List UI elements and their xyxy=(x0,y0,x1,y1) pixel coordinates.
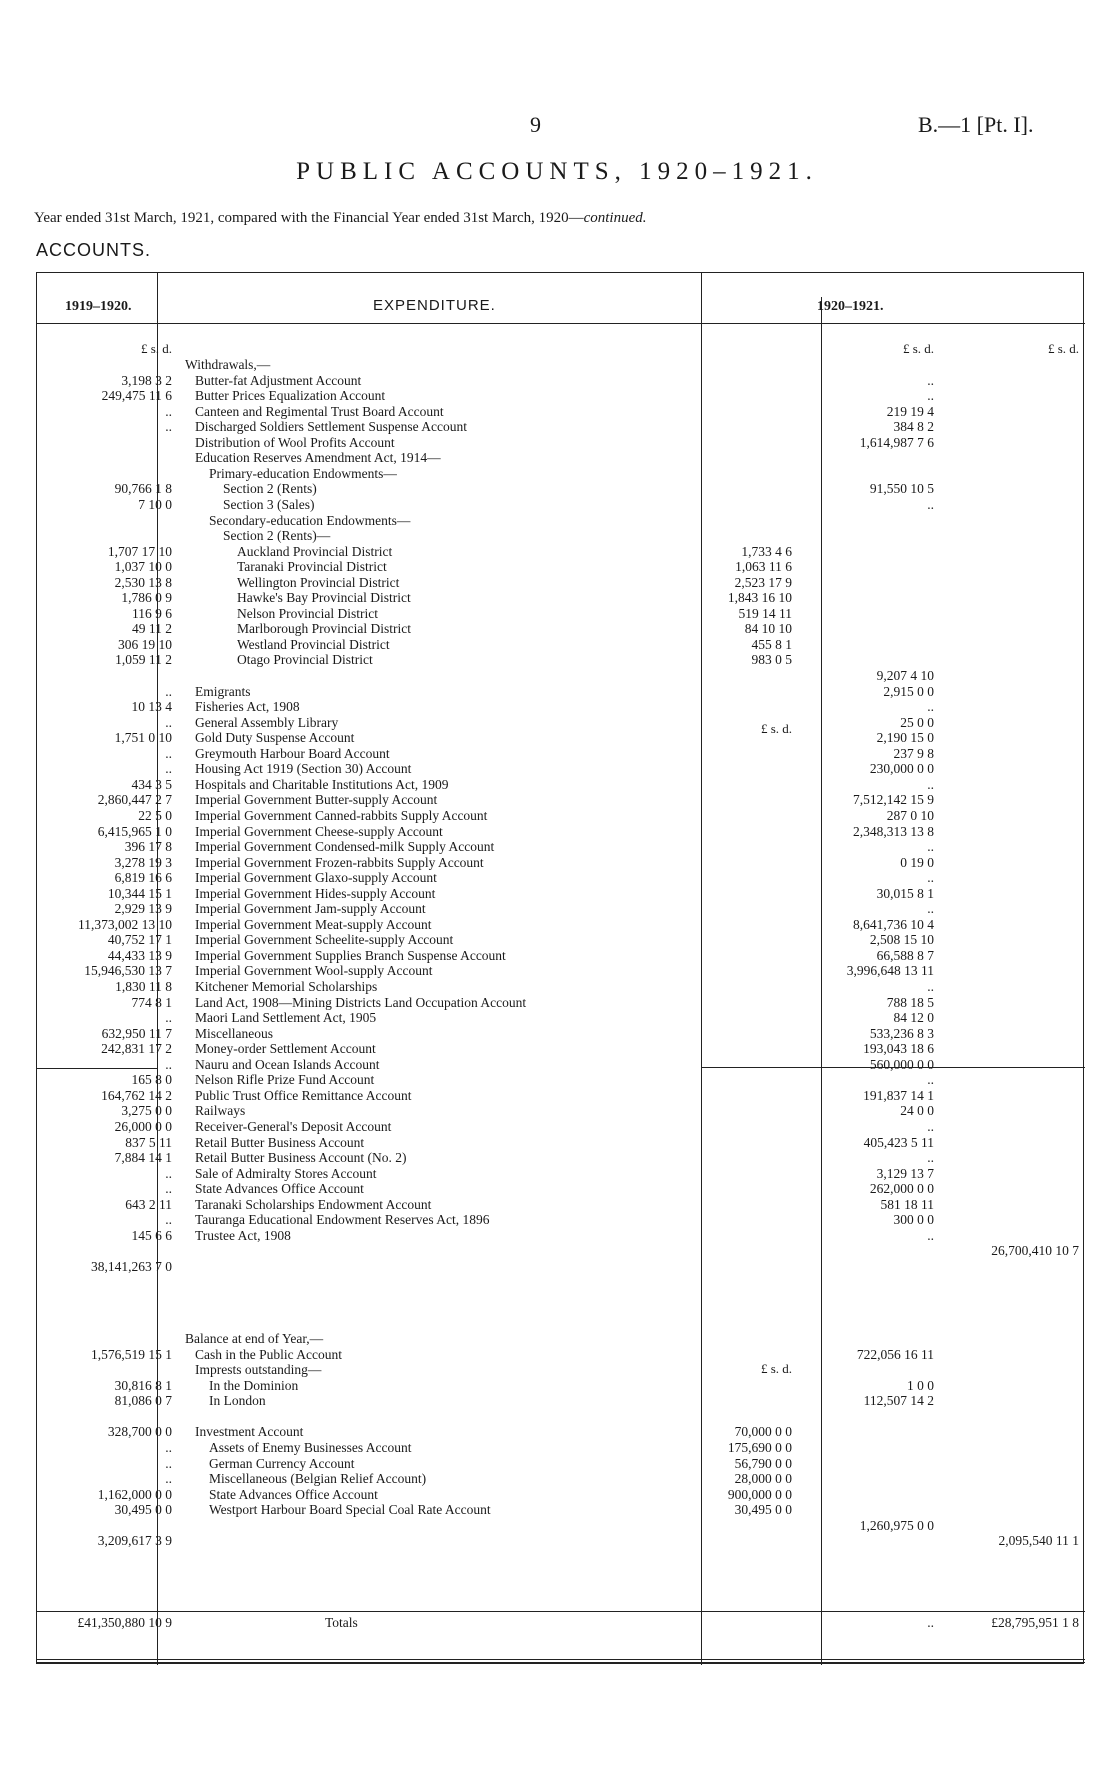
table-row xyxy=(37,963,1085,979)
unit-row xyxy=(37,341,1085,357)
col-1919-value: 434 3 5 xyxy=(131,776,172,792)
row-label: Investment Account xyxy=(195,1424,304,1440)
row-label: Receiver-General's Deposit Account xyxy=(195,1118,392,1134)
row-label: Canteen and Regimental Trust Board Account xyxy=(195,403,444,419)
col-1920-value: 8,641,736 10 4 xyxy=(853,916,934,932)
col-1919-value: 1,162,000 0 0 xyxy=(97,1486,172,1502)
col-1919-value: 1,059 11 2 xyxy=(115,652,172,668)
row-label: Railways xyxy=(195,1103,246,1119)
table-row xyxy=(37,388,1085,404)
table-row xyxy=(37,1487,1085,1503)
rule-header-bottom xyxy=(37,323,1085,324)
col-1919-value: 10 13 4 xyxy=(131,699,172,715)
col-1920-value: .. xyxy=(927,870,934,886)
table-row xyxy=(37,373,1085,389)
row-label: Trustee Act, 1908 xyxy=(195,1227,291,1243)
table-row xyxy=(37,1057,1085,1073)
col-1919-value: .. xyxy=(165,714,172,730)
table-row xyxy=(37,1331,1085,1347)
col-1920-value: 237 9 8 xyxy=(893,745,934,761)
col-1920-value: 300 0 0 xyxy=(893,1212,934,1228)
col-1919-value: .. xyxy=(165,1439,172,1455)
unit-label-1919: £ s. d. xyxy=(140,341,172,356)
section-heading: ACCOUNTS. xyxy=(36,240,152,260)
row-label: Westland Provincial District xyxy=(237,636,390,652)
col-inner-value: 84 10 10 xyxy=(744,621,792,637)
table-row xyxy=(37,1072,1085,1088)
col-1919-value: 90,766 1 8 xyxy=(114,481,172,497)
col-1920-value: 230,000 0 0 xyxy=(869,761,934,777)
row-label: Totals xyxy=(325,1615,358,1630)
row-label: Section 2 (Rents)— xyxy=(223,528,331,544)
col-1920-value: 219 19 4 xyxy=(886,403,934,419)
col-inner-value: 519 14 11 xyxy=(738,605,792,621)
row-label: Imperial Government Canned-rabbits Supply Account xyxy=(195,807,488,823)
col-1919-value: 643 2 11 xyxy=(125,1196,172,1212)
table-row xyxy=(37,1119,1085,1135)
table-row xyxy=(37,824,1085,840)
col-1920-value: 1,260,975 0 0 xyxy=(859,1517,934,1533)
col-1919-value: 1,830 11 8 xyxy=(115,979,172,994)
row-label: Miscellaneous xyxy=(195,1025,273,1041)
row-label: Kitchener Memorial Scholarships xyxy=(195,979,378,994)
col-1920-value: 581 18 11 xyxy=(880,1196,934,1212)
row-label: Emigrants xyxy=(195,683,251,699)
col-1919-value: 1,037 10 0 xyxy=(114,559,172,575)
table-row xyxy=(37,808,1085,824)
row-label: Imperial Government Cheese-supply Account xyxy=(195,823,443,839)
col-1919-value: 306 19 10 xyxy=(118,636,172,652)
col-1919-value: 165 8 0 xyxy=(131,1072,172,1088)
col-1920-value: .. xyxy=(927,699,934,715)
col-1919-value: 30,495 0 0 xyxy=(114,1502,172,1518)
table-row xyxy=(37,901,1085,917)
col-1920-value: 91,550 10 5 xyxy=(869,481,934,497)
row-label: Section 3 (Sales) xyxy=(223,496,315,512)
table-row xyxy=(37,1518,1085,1534)
table-row xyxy=(37,715,1085,731)
row-label: Taranaki Provincial District xyxy=(237,559,387,575)
col-inner-value: 70,000 0 0 xyxy=(734,1424,792,1440)
col-1920-value: 66,588 8 7 xyxy=(876,947,934,963)
table-row xyxy=(37,1378,1085,1394)
col-inner-value: 983 0 5 xyxy=(751,652,792,668)
col-1920-value: 0 19 0 xyxy=(900,854,934,870)
row-label: Miscellaneous (Belgian Relief Account) xyxy=(209,1471,427,1487)
col-1919-value: 1,707 17 10 xyxy=(107,543,172,559)
table-row xyxy=(37,528,1085,544)
table-row xyxy=(37,855,1085,871)
col-1920-value: 7,512,142 15 9 xyxy=(853,792,934,808)
header-1920-1921: 1920–1921. xyxy=(817,299,884,314)
row-label: Imprests outstanding— xyxy=(195,1362,322,1378)
col-1919-value: .. xyxy=(165,1471,172,1487)
unit-label-inner-2: £ s. d. xyxy=(760,1361,792,1376)
table-row xyxy=(37,544,1085,560)
table-row xyxy=(37,1212,1085,1228)
col-1920-value: 2,508 15 10 xyxy=(869,932,934,948)
col-1919-value: .. xyxy=(165,761,172,777)
row-label: Money-order Settlement Account xyxy=(195,1041,376,1057)
table-row xyxy=(37,1424,1085,1440)
col-1919-value: 242,831 17 2 xyxy=(101,1041,172,1057)
col-1919-value: £41,350,880 10 9 xyxy=(77,1615,172,1630)
col-1919-value: 49 11 2 xyxy=(132,621,172,637)
col-1920-value: 2,348,313 13 8 xyxy=(853,823,934,839)
unit-label-1920-b: £ s. d. xyxy=(1047,341,1079,356)
col-1920-value: 191,837 14 1 xyxy=(863,1087,934,1103)
col-1919-value: 3,275 0 0 xyxy=(121,1103,172,1119)
table-row xyxy=(37,513,1085,529)
table-row xyxy=(37,1181,1085,1197)
row-label: Cash in the Public Account xyxy=(195,1346,342,1362)
col-1919-value: 10,344 15 1 xyxy=(107,885,172,901)
rule-totals-double xyxy=(37,1662,1085,1663)
row-label: Marlborough Provincial District xyxy=(237,621,411,637)
table-row xyxy=(37,1243,1085,1259)
col-inner-value: 56,790 0 0 xyxy=(734,1455,792,1471)
col-1919-value: 11,373,002 13 10 xyxy=(78,916,172,932)
row-label: Imperial Government Glaxo-supply Account xyxy=(195,870,437,886)
table-row xyxy=(37,1010,1085,1026)
col-1919-value: 7,884 14 1 xyxy=(114,1150,172,1166)
row-label: State Advances Office Account xyxy=(209,1486,378,1502)
table-row xyxy=(37,559,1085,575)
table-row xyxy=(37,450,1085,466)
col-1920-value: 9,207 4 10 xyxy=(876,668,934,683)
table-row xyxy=(37,1166,1085,1182)
row-label: Balance at end of Year,— xyxy=(185,1331,324,1347)
table-row xyxy=(37,1471,1085,1487)
subtitle-continued: continued. xyxy=(583,210,647,226)
col-1919-value: 2,929 13 9 xyxy=(114,901,172,917)
col-1920-value: 25 0 0 xyxy=(900,714,934,730)
table-row xyxy=(37,792,1085,808)
table-row xyxy=(37,652,1085,668)
row-label: Distribution of Wool Profits Account xyxy=(195,434,395,450)
table-row xyxy=(37,1533,1085,1549)
header-expenditure: EXPENDITURE. xyxy=(373,297,496,314)
row-label: Fisheries Act, 1908 xyxy=(195,699,300,715)
table-row xyxy=(37,995,1085,1011)
col-1920-value: 3,129 13 7 xyxy=(876,1165,934,1181)
document-reference: B.—1 [Pt. I]. xyxy=(918,112,1034,137)
col-1920-value: 2,190 15 0 xyxy=(876,730,934,746)
table-row xyxy=(37,435,1085,451)
col-1919-value: 145 6 6 xyxy=(131,1227,172,1243)
row-label: Assets of Enemy Businesses Account xyxy=(209,1439,412,1455)
row-label: Butter-fat Adjustment Account xyxy=(195,372,362,388)
col-1919-value: .. xyxy=(165,1165,172,1181)
row-label: Taranaki Scholarships Endowment Account xyxy=(195,1196,432,1212)
row-label: Imperial Government Jam-supply Account xyxy=(195,901,426,917)
table-row xyxy=(37,948,1085,964)
row-label: Housing Act 1919 (Section 30) Account xyxy=(195,761,412,777)
col-inner-value: 30,495 0 0 xyxy=(734,1502,792,1518)
col-1919-value: 81,086 0 7 xyxy=(114,1393,172,1409)
table-row xyxy=(37,590,1085,606)
row-label: State Advances Office Account xyxy=(195,1181,364,1197)
row-label: Imperial Government Frozen-rabbits Supply Account xyxy=(195,854,484,870)
header-1919-1920: 1919–1920. xyxy=(65,299,132,314)
col-1920-value: 533,236 8 3 xyxy=(869,1025,934,1041)
row-label: Retail Butter Business Account xyxy=(195,1134,365,1150)
row-label: Secondary-education Endowments— xyxy=(209,512,411,528)
table-row xyxy=(37,1088,1085,1104)
col-1920-value: .. xyxy=(927,1118,934,1134)
table-row xyxy=(37,777,1085,793)
row-label: Imperial Government Condensed-milk Supply Account xyxy=(195,839,495,855)
table-row xyxy=(37,621,1085,637)
col-inner-value: 1,843 16 10 xyxy=(727,590,792,606)
col-1919-value: .. xyxy=(165,1010,172,1026)
table-row xyxy=(37,1615,1085,1631)
col-1919-value: 1,751 0 10 xyxy=(114,730,172,746)
col-1919-value: 30,816 8 1 xyxy=(114,1377,172,1393)
col-1920-value: .. xyxy=(927,901,934,917)
col-1920-value: 112,507 14 2 xyxy=(863,1393,934,1409)
table-row xyxy=(37,606,1085,622)
table-row xyxy=(37,1041,1085,1057)
col-inner-value: 1,733 4 6 xyxy=(741,543,792,559)
col-inner-value: 1,063 11 6 xyxy=(735,559,792,575)
table-row xyxy=(37,839,1085,855)
col-1919-value: .. xyxy=(165,1056,172,1072)
col-inner-value: 28,000 0 0 xyxy=(734,1471,792,1487)
row-label: Section 2 (Rents) xyxy=(223,481,317,497)
table-row xyxy=(37,886,1085,902)
col-1919-value: .. xyxy=(165,403,172,419)
col-1920-value: .. xyxy=(927,496,934,512)
row-label: Tauranga Educational Endowment Reserves Act, 1896 xyxy=(195,1212,490,1228)
col-1919-value: 3,209,617 3 9 xyxy=(97,1533,172,1549)
col-1920-value: 3,996,648 13 11 xyxy=(846,963,934,979)
col-1919-value: 396 17 8 xyxy=(124,839,172,855)
accounts-table xyxy=(36,272,1084,1664)
col-1920-value: 722,056 16 11 xyxy=(856,1346,934,1362)
row-label: Nauru and Ocean Islands Account xyxy=(195,1056,380,1072)
col-1920-value: .. xyxy=(927,776,934,792)
page-number: 9 xyxy=(530,112,541,137)
col-1919-value: 1,576,519 15 1 xyxy=(91,1346,172,1362)
col-1920-value: 405,423 5 11 xyxy=(863,1134,934,1150)
col-1919-value: 249,475 11 6 xyxy=(101,388,172,404)
col-1920-value: 2,915 0 0 xyxy=(883,683,934,699)
row-label: Education Reserves Amendment Act, 1914— xyxy=(195,450,441,466)
col-1919-value: 15,946,530 13 7 xyxy=(84,963,172,979)
rule-totals-bottom xyxy=(37,1659,1085,1660)
row-label: Withdrawals,— xyxy=(185,357,271,372)
row-label: Public Trust Office Remittance Account xyxy=(195,1087,412,1103)
table-row xyxy=(37,1440,1085,1456)
col-1920-value: .. xyxy=(927,1150,934,1166)
row-label: Imperial Government Meat-supply Account xyxy=(195,916,432,932)
col-1920-value: 193,043 18 6 xyxy=(863,1041,934,1057)
table-row xyxy=(37,746,1085,762)
table-row xyxy=(37,699,1085,715)
row-label: General Assembly Library xyxy=(195,714,339,730)
table-row xyxy=(37,1026,1085,1042)
table-row xyxy=(37,1347,1085,1363)
row-label: Discharged Soldiers Settlement Suspense Account xyxy=(195,419,467,435)
col-1919-value: 22 5 0 xyxy=(138,807,172,823)
row-label: Auckland Provincial District xyxy=(237,543,393,559)
col-1919-value: 116 9 6 xyxy=(132,605,172,621)
row-label: German Currency Account xyxy=(209,1455,355,1471)
col-1919-value: .. xyxy=(165,683,172,699)
col-1919-value: 164,762 14 2 xyxy=(101,1087,172,1103)
col-1919-value: 6,415,965 1 0 xyxy=(97,823,172,839)
table-row xyxy=(37,1393,1085,1409)
col-1919-value: 40,752 17 1 xyxy=(107,932,172,948)
col-1919-value: .. xyxy=(165,1455,172,1471)
col-1920-value: .. xyxy=(927,1227,934,1243)
col-1920-total: 2,095,540 11 1 xyxy=(998,1533,1079,1549)
col-1920-value: .. xyxy=(927,388,934,404)
col-1919-value: 3,278 19 3 xyxy=(114,854,172,870)
table-row xyxy=(37,575,1085,591)
col-inner-value: 2,523 17 9 xyxy=(734,574,792,590)
col-1920-value: .. xyxy=(927,372,934,388)
row-label: Imperial Government Scheelite-supply Account xyxy=(195,932,454,948)
row-label: Wellington Provincial District xyxy=(237,574,400,590)
table-row xyxy=(37,684,1085,700)
row-label: Land Act, 1908—Mining Districts Land Occupation Account xyxy=(195,994,527,1010)
col-1919-value: 2,530 13 8 xyxy=(114,574,172,590)
row-label: Sale of Admiralty Stores Account xyxy=(195,1165,377,1181)
row-label: Imperial Government Hides-supply Account xyxy=(195,885,436,901)
table-row xyxy=(37,1259,1085,1275)
row-label: Imperial Government Butter-supply Account xyxy=(195,792,438,808)
table-row xyxy=(37,917,1085,933)
table-row xyxy=(37,466,1085,482)
col-1920-total: 26,700,410 10 7 xyxy=(991,1243,1079,1259)
page-subtitle xyxy=(34,210,647,227)
col-1919-value: 26,000 0 0 xyxy=(114,1118,172,1134)
table-row xyxy=(37,1362,1085,1378)
col-inner-value: 455 8 1 xyxy=(751,636,792,652)
row-label: Otago Provincial District xyxy=(237,652,373,668)
table-row xyxy=(37,979,1085,995)
col-1919-value: 2,860,447 2 7 xyxy=(97,792,172,808)
col-1919-value: 38,141,263 7 0 xyxy=(91,1258,172,1274)
table-row xyxy=(37,419,1085,435)
row-label: Maori Land Settlement Act, 1905 xyxy=(195,1010,377,1026)
row-label: In the Dominion xyxy=(209,1377,299,1393)
col-1920-total: £28,795,951 1 8 xyxy=(991,1615,1079,1630)
col-1920-value: 262,000 0 0 xyxy=(869,1181,934,1197)
table-row xyxy=(37,1456,1085,1472)
table-row xyxy=(37,932,1085,948)
table-row xyxy=(37,1502,1085,1518)
col-1920-value: 24 0 0 xyxy=(900,1103,934,1119)
col-1919-value: 6,819 16 6 xyxy=(114,870,172,886)
table-row xyxy=(37,497,1085,513)
col-1919-value: 837 5 11 xyxy=(125,1134,172,1150)
unit-label-1920-a: £ s. d. xyxy=(902,341,934,356)
col-1919-value: 44,433 13 9 xyxy=(107,947,172,963)
col-inner-value: 900,000 0 0 xyxy=(727,1486,792,1502)
col-1920-value: 788 18 5 xyxy=(886,994,934,1010)
col-1919-value: 774 8 1 xyxy=(131,994,172,1010)
table-row xyxy=(37,761,1085,777)
table-row xyxy=(37,1197,1085,1213)
unit-label-inner: £ s. d. xyxy=(760,721,792,736)
row-label: Hawke's Bay Provincial District xyxy=(237,590,411,606)
col-1919-value: 632,950 11 7 xyxy=(101,1025,172,1041)
table-row xyxy=(37,668,1085,684)
col-1919-value: 7 10 0 xyxy=(138,496,172,512)
col-1920-value: .. xyxy=(927,979,934,994)
row-label: Imperial Government Wool-supply Account xyxy=(195,963,433,979)
row-label: Greymouth Harbour Board Account xyxy=(195,745,390,761)
row-label: Butter Prices Equalization Account xyxy=(195,388,386,404)
table-row xyxy=(37,1228,1085,1244)
row-label: Nelson Rifle Prize Fund Account xyxy=(195,1072,375,1088)
row-label: Gold Duty Suspense Account xyxy=(195,730,355,746)
table-row xyxy=(37,1150,1085,1166)
page-title: PUBLIC ACCOUNTS, 1920–1921. xyxy=(296,158,818,185)
row-label: Retail Butter Business Account (No. 2) xyxy=(195,1150,407,1166)
col-1920-value: .. xyxy=(927,1072,934,1088)
col-1919-value: .. xyxy=(165,419,172,435)
table-row xyxy=(37,1103,1085,1119)
table-row xyxy=(37,1135,1085,1151)
row-label: Primary-education Endowments— xyxy=(209,465,397,481)
row-label: Hospitals and Charitable Institutions Act, 1909 xyxy=(195,776,449,792)
col-inner-value: 175,690 0 0 xyxy=(727,1439,792,1455)
row-label: Nelson Provincial District xyxy=(237,605,378,621)
col-1919-value: .. xyxy=(165,1212,172,1228)
subtitle-main: Year ended 31st March, 1921, compared with the Financial Year ended 31st March, 1920— xyxy=(34,210,584,226)
table-row xyxy=(37,357,1085,373)
table-row xyxy=(37,404,1085,420)
row-label: In London xyxy=(209,1393,266,1409)
table-row xyxy=(37,730,1085,746)
col-1920-value: 1,614,987 7 6 xyxy=(859,434,934,450)
col-1920-value: 560,000 0 0 xyxy=(869,1056,934,1072)
col-1919-value: .. xyxy=(165,1181,172,1197)
table-row xyxy=(37,870,1085,886)
row-label: Imperial Government Supplies Branch Suspense Account xyxy=(195,947,506,963)
col-1919-value: 328,700 0 0 xyxy=(107,1424,172,1440)
col-1920-value: 287 0 10 xyxy=(886,807,934,823)
row-label: Westport Harbour Board Special Coal Rate Account xyxy=(209,1502,491,1518)
col-1920-value: 84 12 0 xyxy=(893,1010,934,1026)
col-1920-value: 30,015 8 1 xyxy=(876,885,934,901)
col-1920-value: .. xyxy=(927,839,934,855)
table-row xyxy=(37,481,1085,497)
rule-totals-top xyxy=(37,1611,1085,1612)
col-1920-value: .. xyxy=(927,1615,934,1630)
table-row xyxy=(37,637,1085,653)
col-1920-value: 384 8 2 xyxy=(893,419,934,435)
col-1919-value: .. xyxy=(165,745,172,761)
col-1920-value: 1 0 0 xyxy=(907,1377,934,1393)
col-1919-value: 1,786 0 9 xyxy=(121,590,172,606)
col-1919-value: 3,198 3 2 xyxy=(121,372,172,388)
